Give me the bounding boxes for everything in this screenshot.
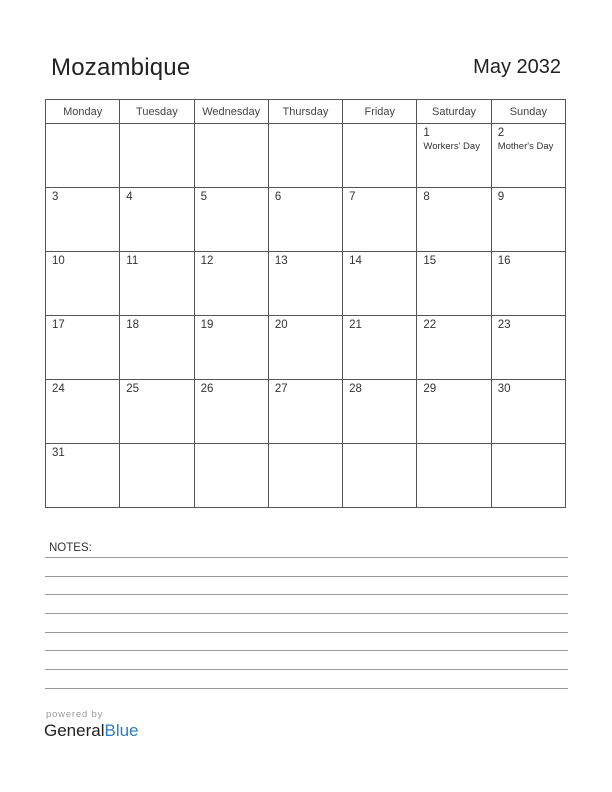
- day-number: 21: [349, 319, 362, 331]
- brand-blue: Blue: [104, 721, 139, 740]
- weekday-thursday: Thursday: [268, 100, 342, 124]
- day-cell: [417, 316, 491, 380]
- day-number: 6: [274, 191, 282, 203]
- week-row: [46, 380, 566, 444]
- day-number: [492, 444, 565, 446]
- week-row: [46, 316, 566, 380]
- day-cell: [194, 188, 268, 252]
- day-number: [269, 444, 342, 446]
- day-cell: [417, 444, 491, 508]
- day-cell: [194, 124, 268, 188]
- day-cell: [343, 444, 417, 508]
- day-number: 1: [423, 127, 430, 139]
- day-number: 8: [423, 191, 430, 203]
- day-cell: [343, 316, 417, 380]
- day-number: 14: [349, 255, 362, 267]
- day-cell: [46, 252, 120, 316]
- week-row: [46, 124, 566, 188]
- notes-label: NOTES:: [49, 542, 92, 554]
- day-number: 30: [497, 383, 511, 395]
- note-line: [45, 557, 568, 558]
- day-cell: [343, 188, 417, 252]
- day-number: 27: [274, 383, 288, 395]
- day-cell: [268, 124, 342, 188]
- day-number: 11: [126, 255, 139, 267]
- day-number: [195, 444, 268, 446]
- day-cell: [491, 444, 565, 508]
- day-number: 22: [423, 319, 437, 331]
- day-number: 18: [126, 319, 140, 331]
- month-year-title: May 2032: [473, 56, 561, 78]
- day-number: 7: [349, 191, 356, 203]
- day-cell: [343, 124, 417, 188]
- weekday-sunday: Sunday: [491, 100, 565, 124]
- note-line: [45, 688, 568, 689]
- note-line: [45, 650, 568, 651]
- day-cell: [120, 316, 194, 380]
- day-number: 26: [200, 383, 214, 395]
- day-number: 2: [497, 127, 505, 139]
- day-cell: [120, 380, 194, 444]
- day-cell: [120, 188, 194, 252]
- day-cell: [491, 252, 565, 316]
- weekday-monday: Monday: [46, 100, 120, 124]
- day-cell: [46, 316, 120, 380]
- day-number: 15: [423, 255, 437, 267]
- day-cell: [417, 124, 491, 188]
- day-cell: [46, 188, 120, 252]
- note-line: [45, 669, 568, 670]
- day-cell: [268, 188, 342, 252]
- day-number: [417, 444, 490, 446]
- day-cell: [46, 380, 120, 444]
- country-title: Mozambique: [51, 54, 191, 81]
- note-line: [45, 632, 568, 633]
- day-number: [269, 124, 342, 126]
- day-cell: [194, 252, 268, 316]
- day-number: [46, 124, 119, 126]
- day-number: 20: [274, 319, 288, 331]
- day-number: 25: [126, 383, 140, 395]
- weekday-wednesday: Wednesday: [194, 100, 268, 124]
- week-row: [46, 188, 566, 252]
- day-number: 28: [349, 383, 362, 395]
- day-number: 4: [126, 191, 133, 203]
- day-number: 29: [423, 383, 437, 395]
- day-cell: [120, 444, 194, 508]
- note-line: [45, 594, 568, 595]
- generalblue-logo[interactable]: [44, 721, 139, 741]
- day-number: [120, 444, 193, 446]
- day-cell: [194, 316, 268, 380]
- week-row: [46, 444, 566, 508]
- day-cell: [343, 380, 417, 444]
- day-cell: [343, 252, 417, 316]
- day-number: 12: [200, 255, 214, 267]
- day-number: 5: [200, 191, 207, 203]
- weekday-friday: Friday: [343, 100, 417, 124]
- day-cell: [491, 124, 565, 188]
- day-cell: [120, 124, 194, 188]
- day-number: [195, 124, 268, 126]
- day-number: 9: [497, 191, 505, 203]
- calendar-grid: [45, 99, 566, 508]
- day-number: 24: [52, 383, 65, 395]
- day-cell: [268, 380, 342, 444]
- note-line: [45, 576, 568, 577]
- day-cell: [491, 316, 565, 380]
- day-number: [343, 124, 416, 126]
- day-number: 16: [497, 255, 511, 267]
- day-number: 19: [200, 319, 214, 331]
- day-cell: [194, 380, 268, 444]
- note-line: [45, 613, 568, 614]
- day-cell: [46, 124, 120, 188]
- day-number: 10: [52, 255, 65, 267]
- day-cell: [491, 188, 565, 252]
- day-cell: [491, 380, 565, 444]
- week-row: [46, 252, 566, 316]
- day-number: 13: [274, 255, 288, 267]
- day-cell: [417, 252, 491, 316]
- day-cell: [417, 188, 491, 252]
- day-cell: [268, 252, 342, 316]
- day-cell: [46, 444, 120, 508]
- day-number: 31: [52, 447, 65, 459]
- day-cell: [120, 252, 194, 316]
- day-cell: [417, 380, 491, 444]
- brand-general: General: [44, 721, 105, 740]
- weekday-tuesday: Tuesday: [120, 100, 194, 124]
- day-number: 17: [52, 319, 65, 331]
- weekday-saturday: Saturday: [417, 100, 491, 124]
- powered-by-text: powered by: [46, 709, 104, 720]
- weekday-header-row: [46, 100, 566, 124]
- day-cell: [268, 444, 342, 508]
- day-number: [343, 444, 416, 446]
- holiday-label: Mother's Day: [497, 141, 554, 152]
- day-number: 23: [497, 319, 511, 331]
- day-number: 3: [52, 191, 59, 203]
- day-cell: [268, 316, 342, 380]
- day-cell: [194, 444, 268, 508]
- holiday-label: Workers' Day: [423, 141, 480, 152]
- day-number: [120, 124, 193, 126]
